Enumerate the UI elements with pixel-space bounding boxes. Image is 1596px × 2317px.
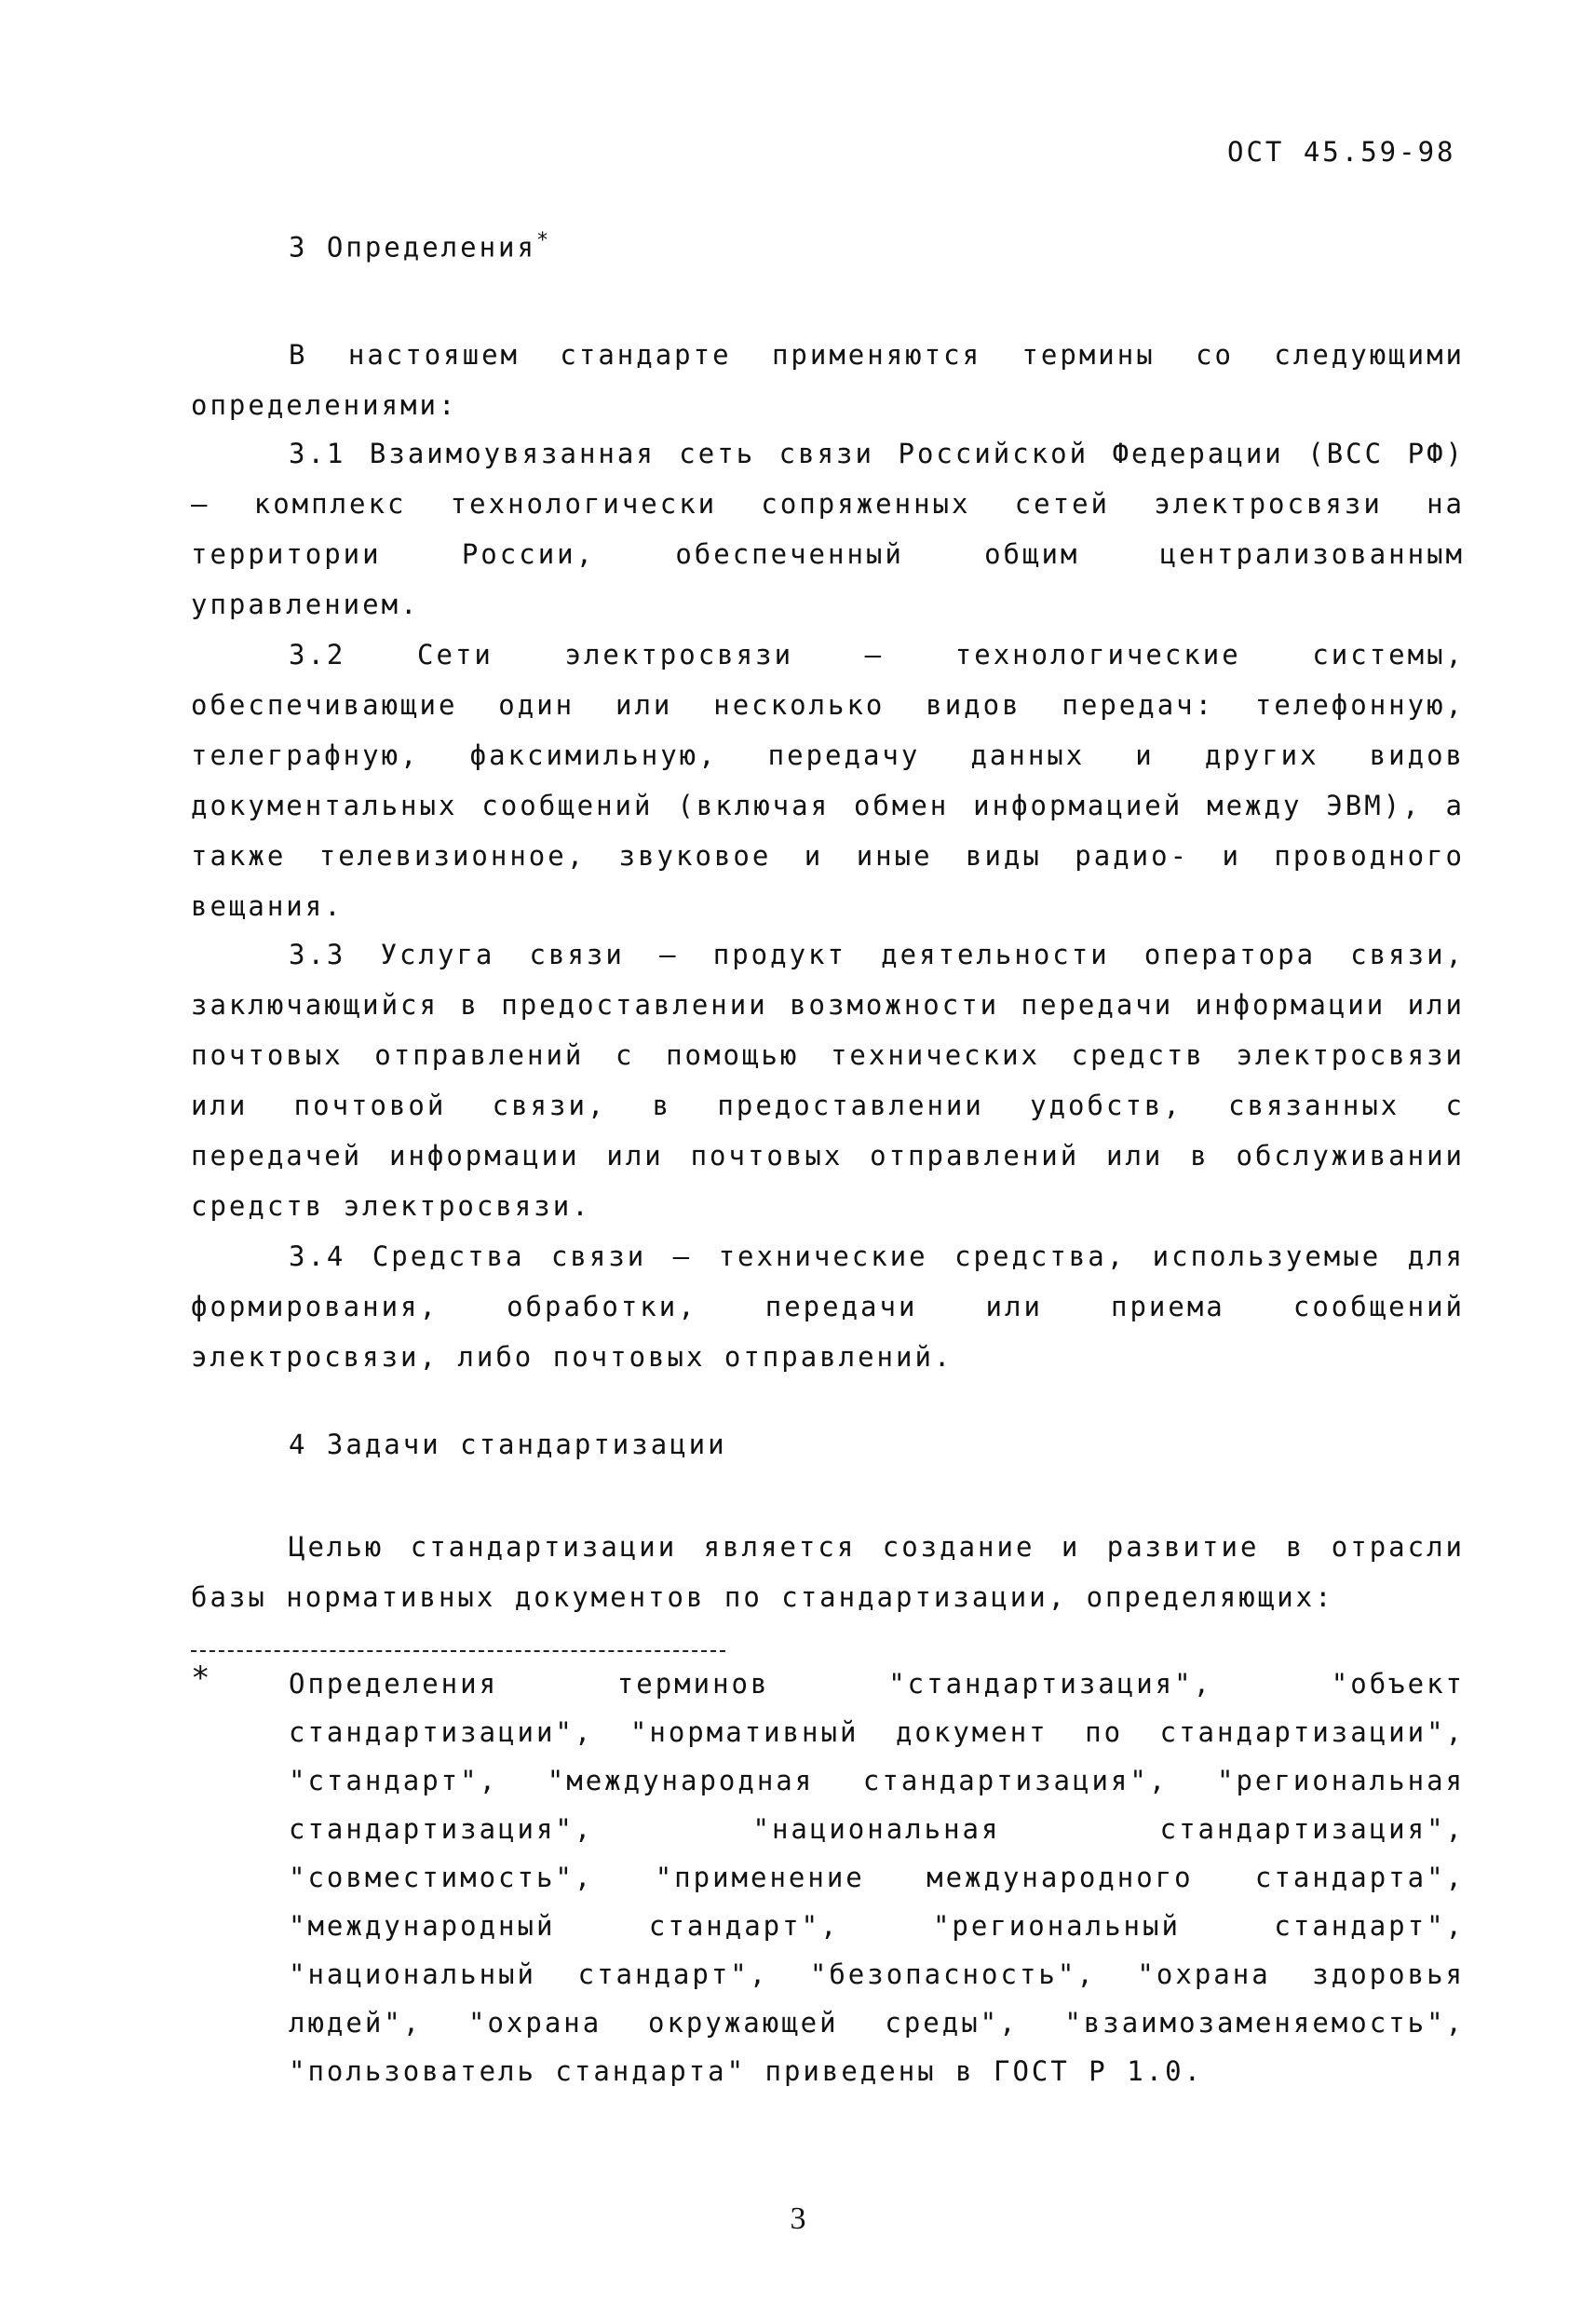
section-3-title: 3 Определения	[289, 231, 536, 264]
definition-3-4: 3.4 Средства связи – технические средства, используемые для формирования, обработки, передачи или приема сообщений электросвязи, либо почтовых отправлений.	[191, 1240, 1465, 1373]
footnote-divider	[191, 1650, 725, 1652]
document-code: ОСТ 45.59-98	[1227, 136, 1456, 168]
section-3-intro: В настояшем стандарте применяются термины со следующими определениями:	[191, 339, 1465, 421]
section-3-heading	[289, 229, 548, 264]
footnote-text: Определения терминов "стандартизация", "объект стандартизации", "нормативный документ по стандартизации", "стандарт", "международная стандартизация", "региональная стандартизация", "национальная стандартизация", "совместимость", "применение международного стандарта", "международный стандарт", "региональный стандарт", "национальный стандарт", "безопасность", "охрана здоровья людей", "охрана окружающей среды", "взаимозаменяемость", "пользователь стандарта" приведены в ГОСТ Р 1.0.	[289, 1668, 1465, 2087]
section-4-text: Целью стандартизации является создание и развитие в отрасли базы нормативных документов по стандартизации, определяющих:	[191, 1531, 1465, 1613]
definition-3-2: 3.2 Сети электросвязи – технологические системы, обеспечивающие один или несколько видов передач: телефонную, телеграфную, факсимильную, передачу данных и других видов документальных сообщений (включая обмен информацией между ЭВМ), а также телевизионное, звуковое и иные виды радио- и проводного вещания.	[191, 639, 1465, 922]
definition-3-1: 3.1 Взаимоувязанная сеть связи Российской Федерации (ВСС РФ) – комплекс технологически сопряженных сетей электросвязи на территории России, обеспеченный общим централизованным управлением.	[191, 438, 1465, 620]
definition-3-3: 3.3 Услуга связи – продукт деятельности оператора связи, заключающийся в предоставлении возможности передачи информации или почтовых отправлений с помощью технических средств электросвязи или почтовой связи, в предоставлении удобств, связанных с передачей информации или почтовых отправлений или в обслуживании средств электросвязи.	[191, 939, 1465, 1222]
page-number: 3	[790, 2202, 806, 2236]
footnote-reference-mark: *	[535, 229, 549, 252]
section-4-heading: 4 Задачи стандартизации	[289, 1429, 727, 1460]
footnote-mark: *	[191, 1660, 210, 1697]
